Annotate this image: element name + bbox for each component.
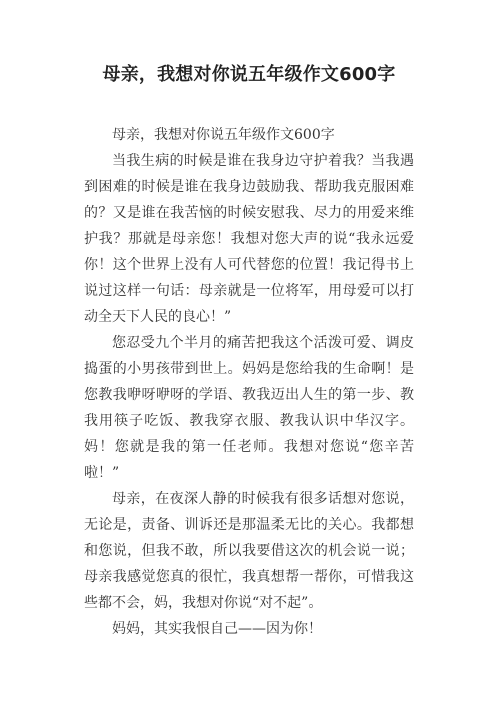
paragraph: 您忍受九个半月的痛苦把我这个活泼可爱、调皮捣蛋的小男孩带到世上。妈妈是您给我的生命啊！是您教我咿呀咿呀的学语、教我迈出人生的第一步、教我用筷子吃饭、教我穿衣服、教我认识中华汉字。妈！您就是我的第一任老师。我想对您说“您辛苦啦！” [84,335,414,481]
paragraph: 妈妈，其实我恨自己——因为你！ [112,621,322,637]
paragraph: 当我生病的时候是谁在我身边守护着我？当我遇到困难的时候是谁在我身边鼓励我、帮助我克服困难的？又是谁在我苦恼的时候安慰我、尽力的用爱来维护我？那就是母亲您！我想对您大声的说“我永远爱你！这个世界上没有人可代替您的位置！我记得书上说过这样一句话：母亲就是一位将军，用母爱可以打动全天下人民的良心！” [84,153,414,325]
document-title: 母亲，我想对你说五年级作文600字 [102,64,396,85]
document-body [84,122,414,642]
document-subtitle: 母亲，我想对你说五年级作文600字 [112,127,335,143]
paragraph: 母亲，在夜深人静的时候我有很多话想对您说，无论是，责备、训诉还是那温柔无比的关心。我都想和您说，但我不敢，所以我要借这次的机会说一说；母亲我感觉您真的很忙，我真想帮一帮你，可惜我这些都不会，妈，我想对你说“对不起”。 [84,491,414,611]
